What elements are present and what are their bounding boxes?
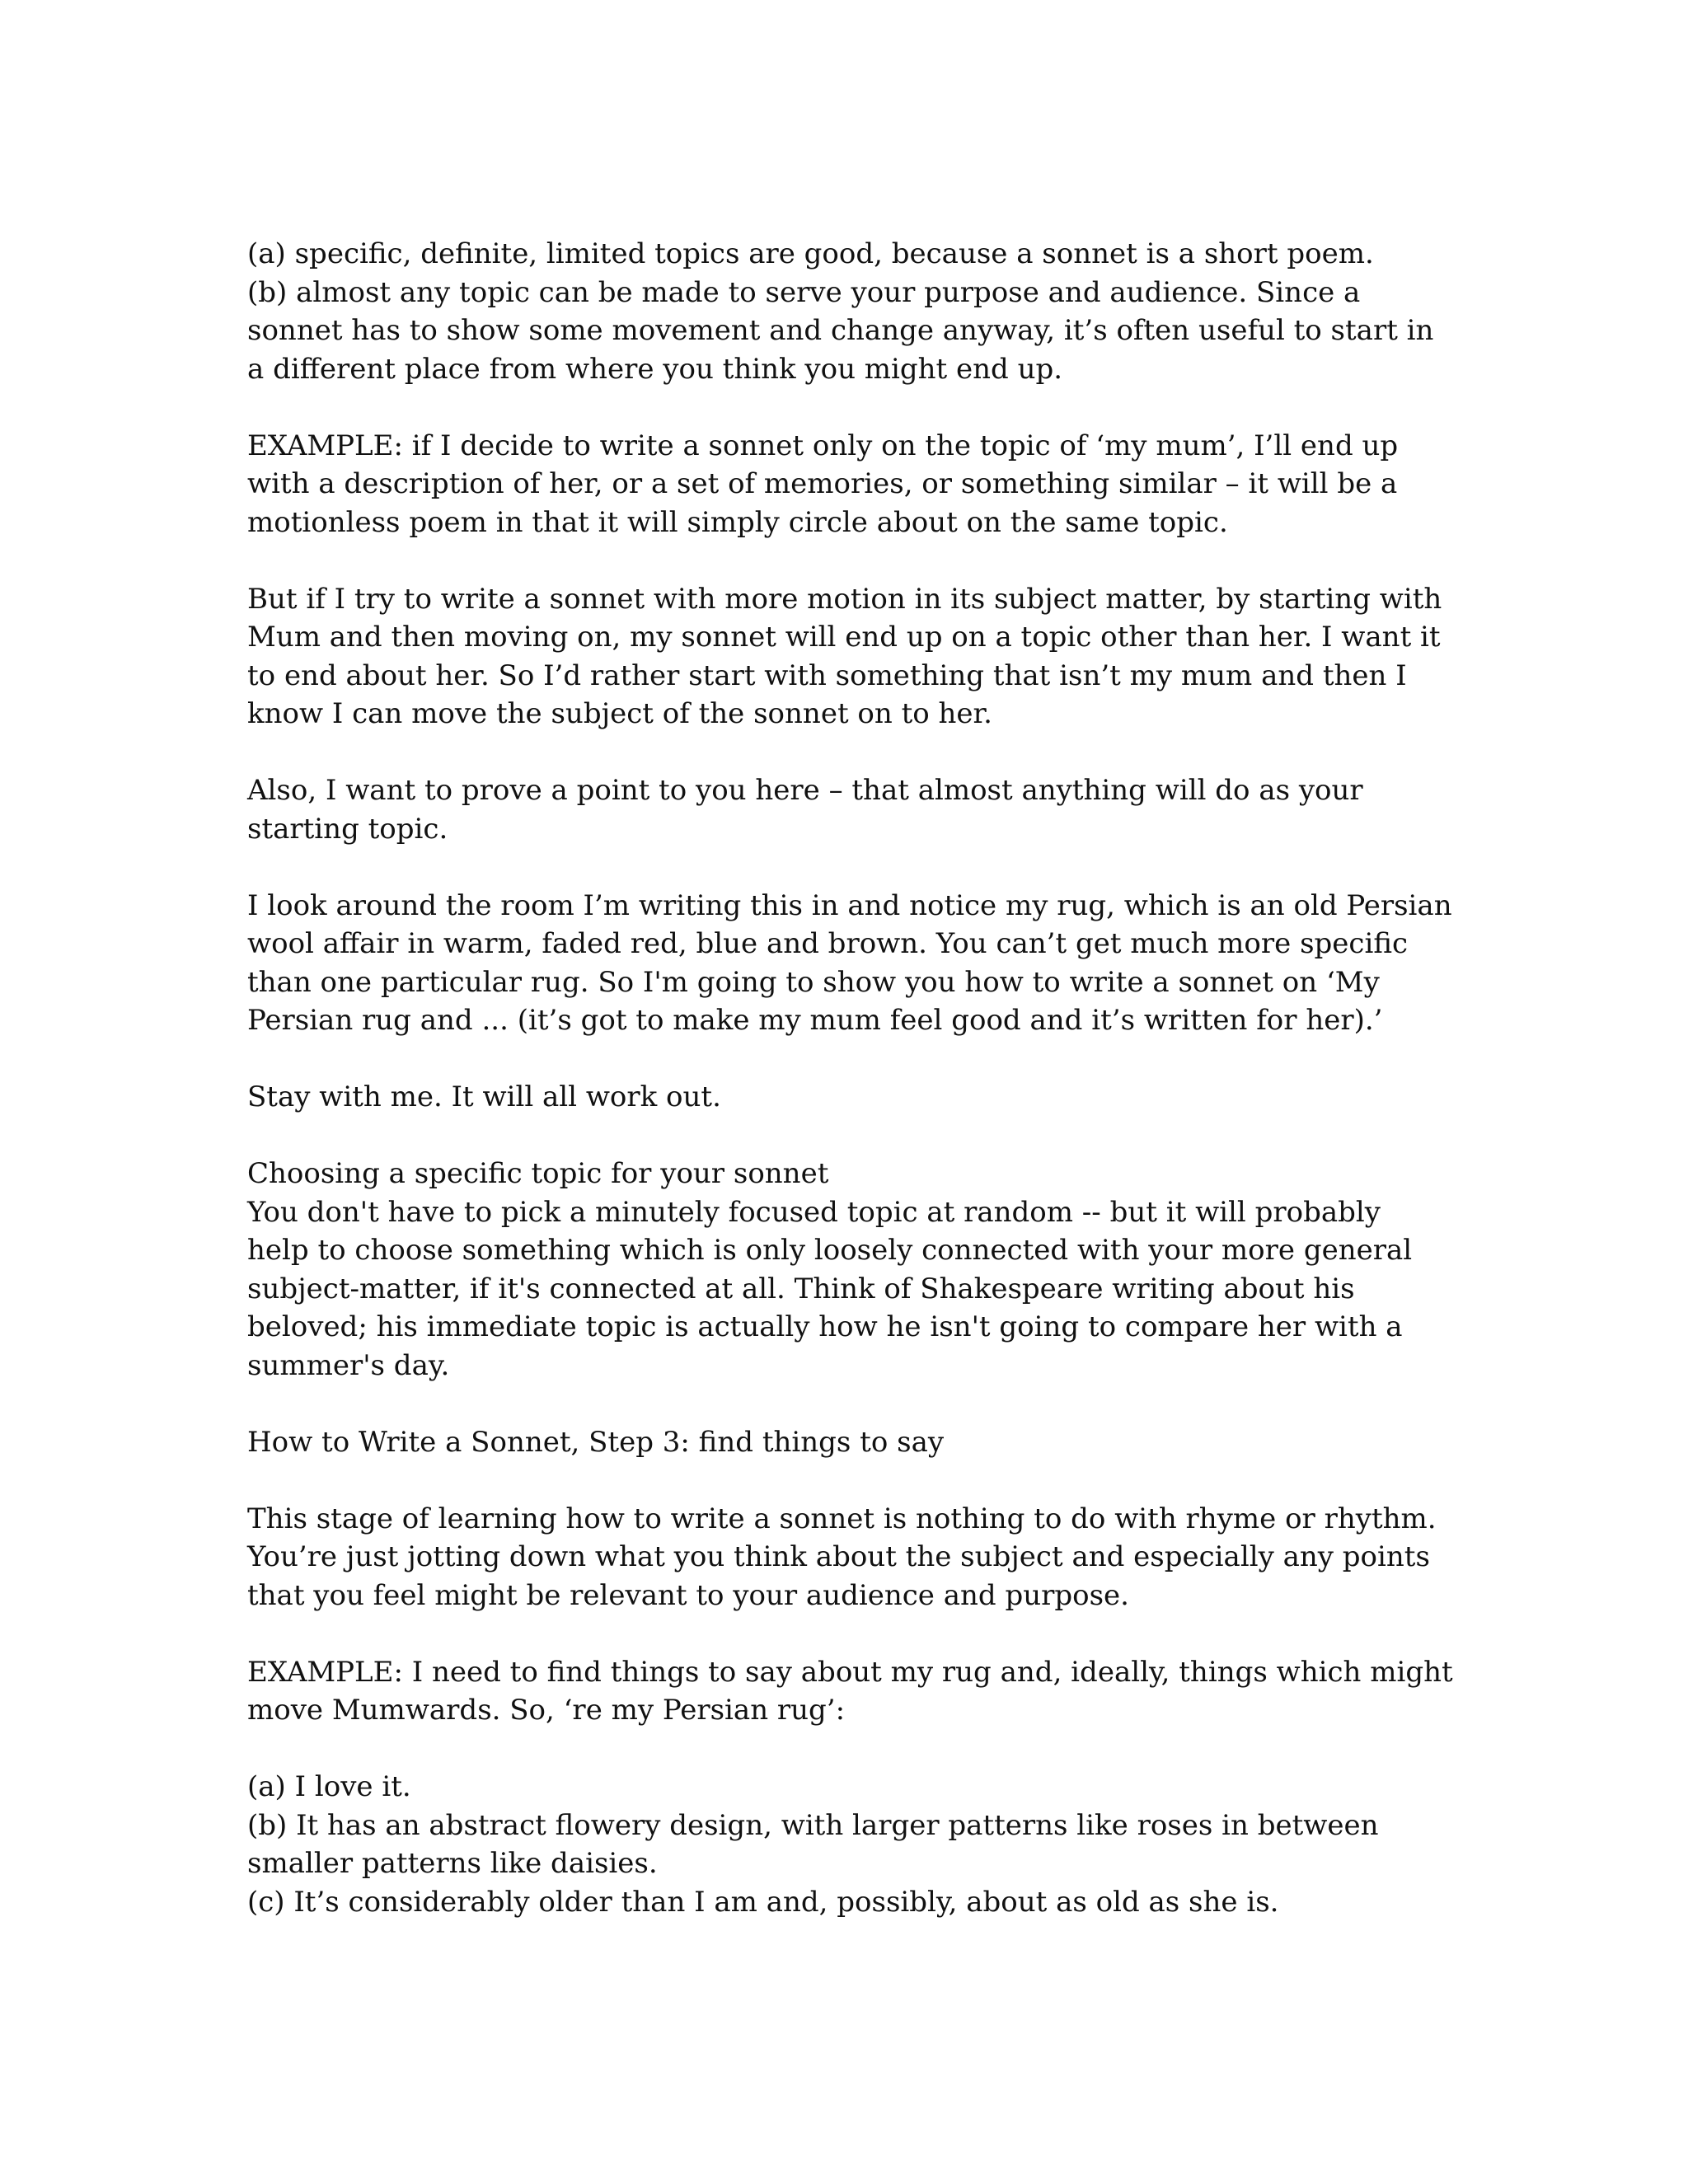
text-line: that you feel might be relevant to your audience and purpose. <box>247 1578 1129 1612</box>
text-line: a different place from where you think you might end up. <box>247 352 1063 386</box>
text-line: EXAMPLE: I need to find things to say about my rug and, ideally, things which might <box>247 1655 1453 1689</box>
text-line: EXAMPLE: if I decide to write a sonnet only on the topic of ‘my mum’, I’ll end up <box>247 429 1399 462</box>
paragraph <box>247 580 1442 733</box>
text-line: You don't have to pick a minutely focused topic at random -- but it will probably <box>247 1195 1381 1229</box>
paragraph <box>247 427 1442 542</box>
text-line: know I can move the subject of the sonnet on to her. <box>247 697 992 730</box>
text-line: How to Write a Sonnet, Step 3: find things to say <box>247 1425 945 1459</box>
text-line: Also, I want to prove a point to you here – that almost anything will do as your <box>247 774 1363 807</box>
text-line: (b) almost any topic can be made to serve your purpose and audience. Since a <box>247 275 1361 309</box>
paragraph <box>247 1653 1453 1730</box>
text-line: motionless poem in that it will simply circle about on the same topic. <box>247 505 1228 539</box>
paragraph <box>247 887 1452 1040</box>
text-line: starting topic. <box>247 812 448 846</box>
text-line: help to choose something which is only loosely connected with your more general <box>247 1234 1413 1267</box>
paragraph <box>247 771 1442 848</box>
text-line: with a description of her, or a set of memories, or something similar – it will be a <box>247 467 1398 500</box>
paragraph <box>247 1500 1442 1615</box>
document-page <box>247 235 1453 1960</box>
text-line: But if I try to write a sonnet with more motion in its subject matter, by starting with <box>247 582 1442 616</box>
paragraph <box>247 235 1442 388</box>
text-line: This stage of learning how to write a sonnet is nothing to do with rhyme or rhythm. <box>247 1502 1437 1535</box>
text-line: subject-matter, if it's connected at all. Think of Shakespeare writing about his <box>247 1272 1355 1305</box>
paragraph <box>247 1768 1442 1921</box>
text-line: You’re just jotting down what you think about the subject and especially any points <box>247 1540 1430 1573</box>
text-line: to end about her. So I’d rather start with something that isn’t my mum and then I <box>247 658 1407 692</box>
text-line: Mum and then moving on, my sonnet will end up on a topic other than her. I want it <box>247 621 1441 654</box>
text-line: beloved; his immediate topic is actually how he isn't going to compare her with a <box>247 1310 1403 1343</box>
text-line: (b) It has an abstract flowery design, with larger patterns like roses in between <box>247 1808 1379 1842</box>
text-line: move Mumwards. So, ‘re my Persian rug’: <box>247 1694 846 1727</box>
text-line: (c) It’s considerably older than I am and, possibly, about as old as she is. <box>247 1885 1279 1919</box>
text-line: Persian rug and ... (it’s got to make my mum feel good and it’s written for her).’ <box>247 1004 1383 1037</box>
text-line: (a) specific, definite, limited topics are good, because a sonnet is a short poem. <box>247 237 1374 270</box>
text-line: (a) I love it. <box>247 1770 411 1803</box>
paragraph <box>247 1078 1442 1117</box>
paragraph <box>247 1423 1442 1462</box>
paragraph <box>247 1155 1442 1385</box>
text-line: Stay with me. It will all work out. <box>247 1080 721 1113</box>
text-line: wool affair in warm, faded red, blue and brown. You can’t get much more specific <box>247 927 1409 960</box>
text-line: sonnet has to show some movement and change anyway, it’s often useful to start in <box>247 314 1434 347</box>
text-line: smaller patterns like daisies. <box>247 1847 658 1880</box>
text-line: I look around the room I’m writing this in and notice my rug, which is an old Persian <box>247 888 1452 922</box>
text-line: summer's day. <box>247 1348 450 1382</box>
text-line: Choosing a specific topic for your sonnet <box>247 1157 829 1190</box>
text-line: than one particular rug. So I'm going to show you how to write a sonnet on ‘My <box>247 965 1380 999</box>
